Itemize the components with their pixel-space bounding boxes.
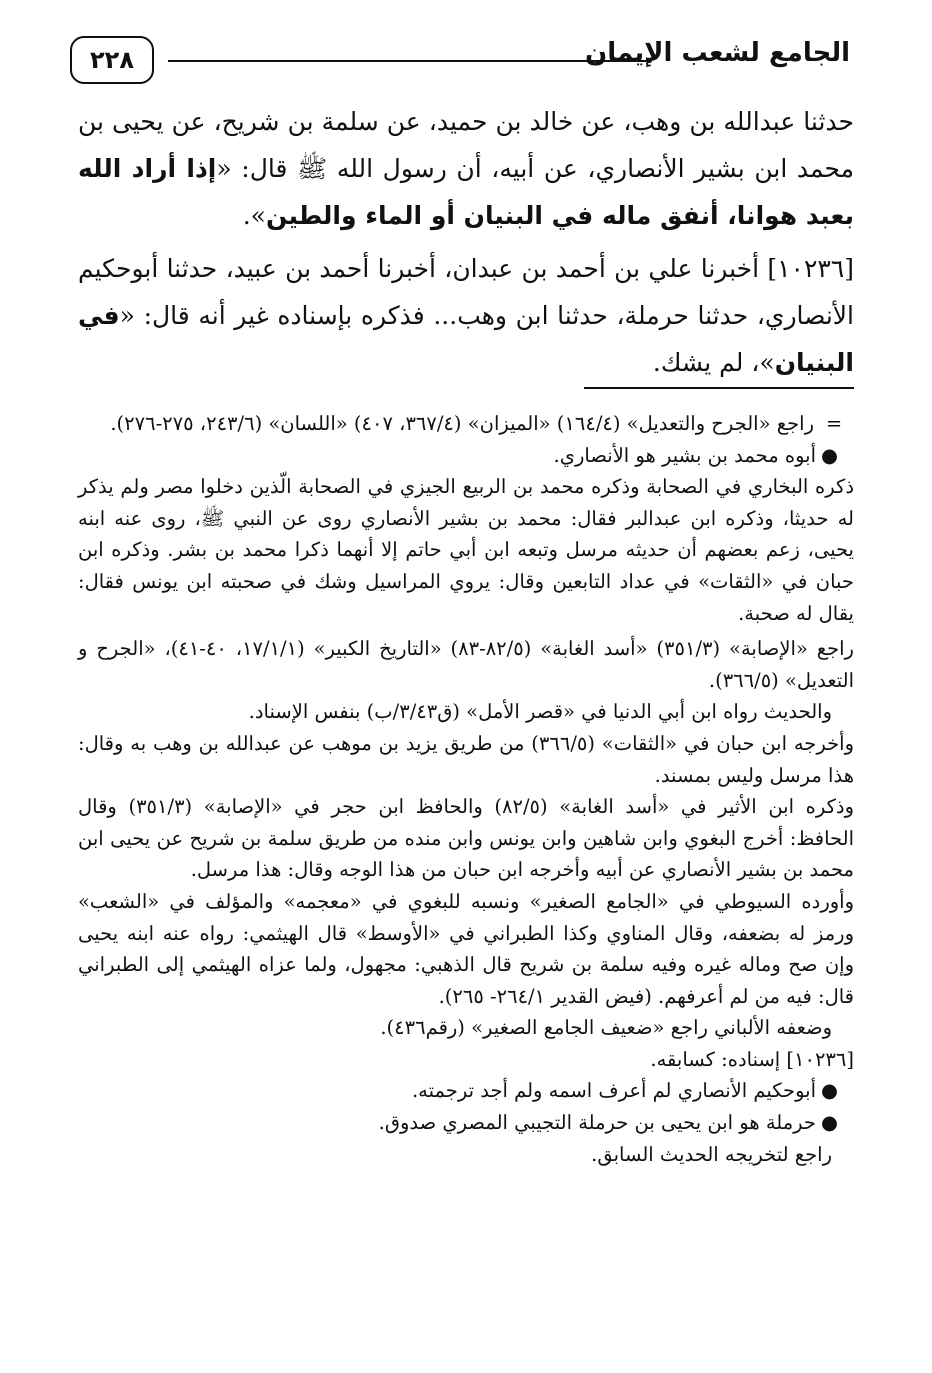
footnote-separator: [584, 387, 854, 389]
footnote-continuation: [78, 408, 854, 440]
footnote-line: راجع «الجرح والتعديل» (١٦٤/٤) «الميزان» (٣٦٧/٤، ٤٠٧) «اللسان» (٢٤٣/٦، ٢٧٥-٢٧٦).: [110, 412, 814, 435]
footnote-bullet-item: [78, 440, 854, 472]
footnote-bullet-item: [78, 1107, 854, 1139]
footnote-paragraph: وأورده السيوطي في «الجامع الصغير» ونسبه للبغوي في «معجمه» والمؤلف في «الشعب» ورمز له بضعفه، وقال المناوي وكذا الطبراني في «الأوسط» قال الهيثمي: رواه عنه ابنه يحيى وإن صح وماله غيره وفيه سلمة بن شريح قال الذهبي: مجهول، ولما عزاه الهيثمي إلى الطبراني قال: فيه من لم أعرفهم. (فيض القدير ٢٦٤/١- ٢٦٥).: [78, 889, 854, 1008]
header-rule: [168, 60, 652, 62]
hadith-close: ».: [242, 201, 266, 230]
page-header: [70, 30, 862, 90]
main-text: [78, 98, 854, 392]
bullet-icon: ●: [820, 1079, 838, 1103]
hadith-10236-text: في البنيان: [78, 301, 854, 377]
footnote-paragraph: وذكره ابن الأثير في «أسد الغابة» (٨٢/٥) والحافظ ابن حجر في «الإصابة» (٣٥١/٣) وقال الحافظ: أخرج البغوي وابن شاهين وابن يونس وابن منده من طريق سلمة بن شريح عن يحيى ابن محمد بن بشير الأنصاري عن أبيه وأخرجه ابن حبان من هذا الوجه وقال: هذا مرسل.: [78, 795, 854, 882]
hadith-10236-chain: [١٠٢٣٦] أخبرنا علي بن أحمد بن عبدان، أخبرنا أحمد بن عبيد، حدثنا أبوحكيم الأنصاري، حدثنا حرملة، حدثنا ابن وهب... فذكره بإسناده غير أنه قال: «: [78, 254, 854, 330]
hadith-text: إذا أراد الله بعبد هوانا، أنفق ماله في البنيان أو الماء والطين: [78, 154, 854, 230]
bullet-icon: ●: [820, 1111, 838, 1135]
footnote-heading: [١٠٢٣٦] إسناده: كسابقه.: [650, 1047, 854, 1071]
footnote-line: حرملة هو ابن يحيى بن حرملة التجيبي المصري صدوق.: [378, 1111, 816, 1135]
hadith-10236-paragraph: [78, 245, 854, 386]
footnote-paragraph: والحديث رواه ابن أبي الدنيا في «قصر الأمل» (ق٣/٤٣/ب) بنفس الإسناد.: [248, 700, 832, 724]
footnote-bullet-item: [78, 1075, 854, 1107]
footnote-paragraph: راجع لتخريجه الحديث السابق.: [591, 1142, 832, 1166]
page-number: ٢٢٨: [70, 36, 154, 84]
footnote-paragraph: راجع «الإصابة» (٣٥١/٣) «أسد الغابة» (٨٢/٥-٨٣) «التاريخ الكبير» (١٧/١/١، ٤٠-٤١)، «الجرح و التعديل» (٣٦٦/٥).: [78, 637, 854, 692]
hadith-chain: حدثنا عبدالله بن وهب، عن خالد بن حميد، عن سلمة بن شريح، عن يحيى بن محمد ابن بشير الأنصاري، عن أبيه، أن رسول الله ﷺ قال: «: [78, 107, 854, 183]
hadith-paragraph: [78, 98, 854, 239]
footnote-line: أبوه محمد بن بشير هو الأنصاري.: [553, 443, 816, 467]
footnotes: [78, 408, 854, 1170]
footnote-paragraph: وضعفه الألباني راجع «ضعيف الجامع الصغير» (رقم٤٣٦).: [380, 1016, 832, 1040]
bullet-icon: ●: [820, 443, 838, 467]
footnote-paragraph: ذكره البخاري في الصحابة وذكره محمد بن الربيع الجيزي في الصحابة الّذين دخلوا مصر ولم يذكر له حديثا، وذكره ابن عبدالبر فقال: محمد بن بشير الأنصاري روى عن النبي ﷺ، روى عنه ابنه يحيى، زعم بعضهم أن حديثه مرسل وتبعه ابن أبي حاتم إلا أنهما ذكرا محمد بن بشر. وذكره ابن حبان في «الثقات» في عداد التابعين وقال: يروي المراسيل وشك في صحبته ابن يونس فقال: يقال له صحبة.: [78, 475, 854, 625]
footnote-paragraph: وأخرجه ابن حبان في «الثقات» (٣٦٦/٥) من طريق يزيد بن موهب عن عبدالله بن وهب به وقال: هذا مرسل وليس بمسند.: [78, 731, 854, 787]
hadith-10236-close: »، لم يشك.: [652, 348, 775, 377]
continuation-mark: =: [825, 412, 843, 435]
running-title: الجامع لشعب الإيمان: [585, 38, 850, 68]
footnote-line: أبوحكيم الأنصاري لم أعرف اسمه ولم أجد ترجمته.: [411, 1079, 816, 1103]
